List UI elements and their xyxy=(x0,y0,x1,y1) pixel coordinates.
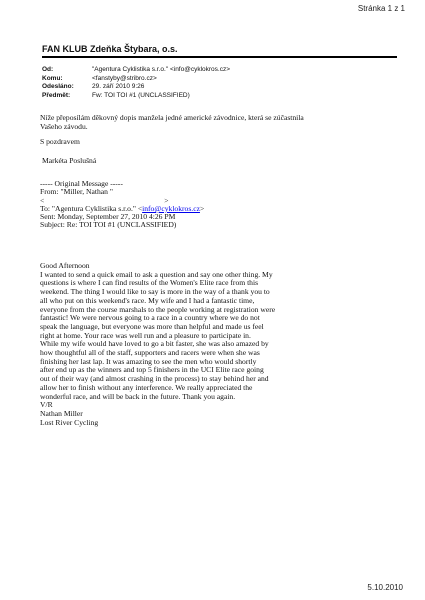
original-from: From: "Miller, Nathan " xyxy=(40,187,113,197)
header-value: 29. září 2010 9:26 xyxy=(92,83,145,91)
letter-line: out of their way (and almost crashing in the process) to stay behind her and xyxy=(40,374,269,384)
letter-line: V/R xyxy=(40,400,53,410)
letter-line: after end up as the winners and top 5 finishers in the UCI Elite race going xyxy=(40,365,264,375)
original-sent: Sent: Monday, September 27, 2010 4:26 PM xyxy=(40,212,176,222)
header-label: Od: xyxy=(42,66,54,73)
header-row-to xyxy=(42,75,402,84)
header-value: "Agentura Cyklistika s.r.o." <info@cyklokros.cz> xyxy=(92,66,231,73)
header-value: Fw: TOI TOI #1 (UNCLASSIFIED) xyxy=(92,91,190,99)
letter-body xyxy=(40,262,340,427)
header-row-sent xyxy=(42,83,402,92)
original-message-header xyxy=(40,180,300,230)
original-message-marker: ----- Original Message ----- xyxy=(40,179,123,188)
letter-line: Lost River Cycling xyxy=(40,417,99,427)
letter-line: wonderful race, and will be back in the future. Thank you again. xyxy=(40,391,236,401)
to-suffix: > xyxy=(199,203,205,213)
letter-line: allow her to finish without any interference. We really appreciated the xyxy=(40,382,253,392)
letter-line: all who put on this weekend's race. My wife and I had a fantastic time, xyxy=(40,295,255,305)
to-prefix: To: "Agentura Cyklistika s.r.o." < xyxy=(40,203,143,213)
bracket-open: < xyxy=(40,195,45,205)
letter-line: finishing her last lap. It was amazing to see the men who would shortly xyxy=(40,356,257,366)
letter-line: everyone from the course marshals to the people working at registration were xyxy=(40,304,276,314)
letter-line: I wanted to send a quick email to ask a question and say one other thing. My xyxy=(40,269,273,279)
header-value: <fanstyby@stribro.cz> xyxy=(92,74,157,82)
header-row-subject xyxy=(42,92,402,101)
greeting: S pozdravem xyxy=(40,137,80,146)
page-number: Stránka 1 z 1 xyxy=(357,4,405,13)
header-label: Odesláno: xyxy=(42,83,74,91)
letter-line: weekend. The thing I would like to say is more in the way of a thank you to xyxy=(40,287,270,297)
intro-text: Níže přeposílám děkovný dopis manžela jedné americké závodnice, která se zúčastnila Vašeho závodu. xyxy=(40,113,304,132)
footer-date: 5.10.2010 xyxy=(367,583,403,592)
letter-line: fantastic! We were nervous going to a race in a country where we do not xyxy=(40,313,260,323)
signature: Markéta Poslušná xyxy=(42,156,97,165)
to-email-link[interactable]: info@cyklokros.cz xyxy=(142,203,200,213)
header-label: Komu: xyxy=(42,74,63,82)
email-header xyxy=(42,66,402,100)
letter-line: questions is where I can find results of the Women's Elite race from this xyxy=(40,278,259,288)
letter-line: While my wife would have loved to go a bit faster, she was also amazed by xyxy=(40,339,269,349)
letter-line: speak the language, but everyone was more than helpful and made us feel xyxy=(40,321,264,331)
letter-line: Good Afternoon xyxy=(40,261,90,270)
header-row-from xyxy=(42,66,402,75)
header-label: Předmět: xyxy=(42,91,71,99)
letter-line: right at home. Your race was well run and a pleasure to participate in. xyxy=(40,330,251,340)
bracket-close: > xyxy=(164,195,169,205)
organization-title: FAN KLUB Zdeňka Štybara, o.s. xyxy=(42,44,397,58)
letter-line: Nathan Miller xyxy=(40,408,83,418)
letter-line: how thoughtful all of the staff, supporters and racers were when she was xyxy=(40,348,260,358)
original-subject: Subject: Re: TOI TOI #1 (UNCLASSIFIED) xyxy=(40,220,177,230)
